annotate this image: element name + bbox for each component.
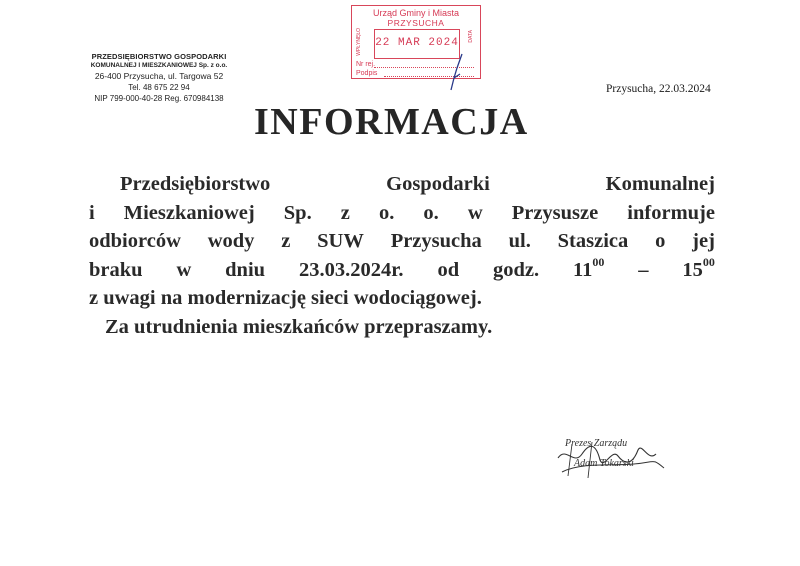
word: dniu (225, 258, 266, 281)
stamp-side-right: DATA (468, 30, 474, 43)
stamp-pen-initial (448, 52, 466, 92)
word: Sp. (283, 201, 312, 224)
time-dash: – (638, 258, 649, 281)
word: jej (692, 230, 715, 252)
company-name-line2: KOMUNALNEJ I MIESZKANIOWEJ Sp. z o.o. (90, 62, 228, 69)
company-address: 26-400 Przysucha, ul. Targowa 52 (94, 71, 224, 81)
company-phone: Tel. 48 675 22 94 (128, 83, 190, 92)
word: informuje (627, 201, 715, 224)
word: Przysusze (511, 201, 599, 224)
body-line-2 (89, 199, 715, 228)
word: od (437, 258, 460, 281)
announcement-body (89, 170, 715, 341)
word: Komunalnej (605, 173, 715, 195)
word: o. (423, 201, 439, 224)
place-date: Przysucha, 22.03.2024 (606, 83, 711, 95)
company-registry: NIP 799-000-40-28 Reg. 670984138 (94, 94, 224, 103)
word: godz. (492, 258, 540, 281)
document-title: INFORMACJA (254, 101, 529, 143)
word: w (467, 201, 483, 224)
body-line-6: Za utrudnienia mieszkańców przepraszamy. (105, 315, 493, 338)
body-line-3 (89, 227, 715, 256)
company-name-line1: PRZEDSIĘBIORSTWO GOSPODARKI (91, 52, 227, 61)
stamp-city: PRZYSUCHA (387, 18, 445, 28)
word: w (176, 258, 192, 281)
time-from-hour: 11 (573, 258, 593, 281)
signature-role: Prezes Zarządu (565, 438, 628, 449)
time-to (682, 256, 715, 285)
date-value: 23.03.2024r. (298, 258, 404, 281)
word: z (281, 230, 291, 252)
body-line-4 (89, 256, 715, 285)
signature-name: Adam Tokarski (574, 458, 634, 469)
word: z (340, 201, 350, 224)
word: SUW (317, 230, 364, 252)
word: Przysucha (390, 230, 482, 252)
body-line-5: z uwagi na modernizację sieci wodociągowej. (89, 287, 482, 309)
word: i (89, 201, 95, 224)
stamp-date: 22 MAR 2024 (375, 37, 459, 49)
stamp-side-left: WPŁYNĘŁO (356, 28, 362, 56)
stamp-title: Urząd Gminy i Miasta (372, 8, 460, 18)
word: ul. (508, 230, 531, 252)
word: Staszica (557, 230, 629, 252)
word: Gospodarki (386, 173, 490, 195)
time-from (573, 256, 604, 285)
stamp-podpis-label: Podpis (356, 70, 378, 77)
word: o. (378, 201, 395, 224)
time-to-hour: 15 (682, 258, 703, 281)
word: Mieszkaniowej (123, 201, 255, 224)
word: Przedsiębiorstwo (120, 173, 271, 195)
company-letterhead (74, 52, 244, 103)
word: odbiorców (89, 230, 181, 252)
time-to-min: 00 (702, 254, 715, 269)
stamp-nr-label: Nr rej. (356, 61, 376, 68)
body-line-1 (89, 170, 715, 199)
word: braku (89, 258, 143, 281)
word: o (655, 230, 666, 252)
time-from-min: 00 (592, 254, 605, 269)
word: wody (207, 230, 255, 252)
